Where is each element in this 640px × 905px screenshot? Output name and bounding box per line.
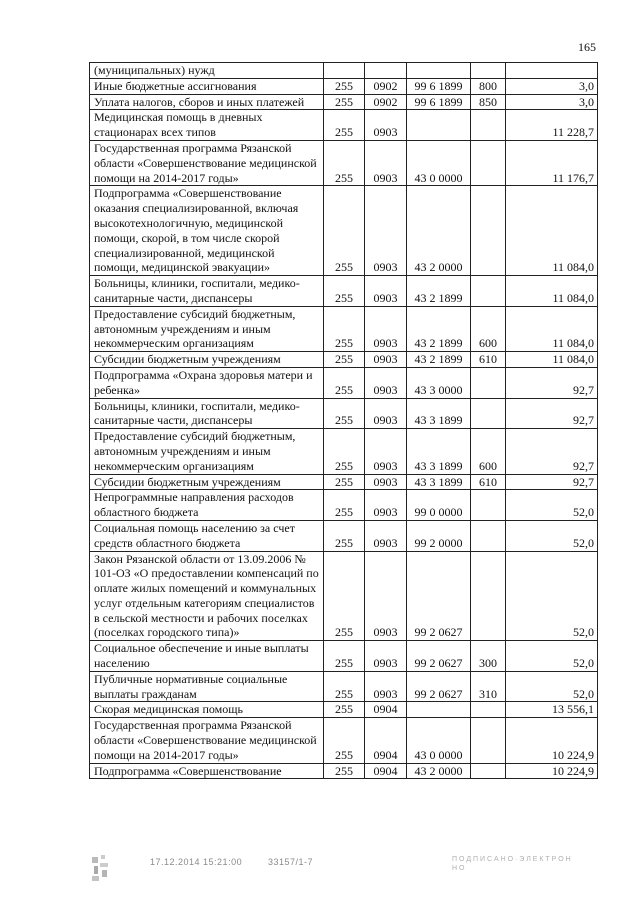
amount-cell: 3,0 (506, 94, 598, 110)
ministry-code-cell: 255 (324, 702, 365, 718)
ministry-code-cell (324, 63, 365, 79)
target-article-code-cell: 43 2 1899 (407, 352, 471, 368)
amount-cell: 52,0 (506, 520, 598, 551)
amount-cell: 3,0 (506, 78, 598, 94)
table-row (90, 763, 598, 779)
amount-cell (506, 63, 598, 79)
expense-type-code-cell (471, 520, 506, 551)
item-name-cell: Закон Рязанской области от 13.09.2006 № 101-ОЗ «О предоставлении компенсаций по оплате жилых помещений и коммунальных услуг отдельным категориям специалистов в сельской местности и рабочих поселках (поселках городского типа)» (90, 551, 324, 641)
section-code-cell: 0904 (365, 702, 407, 718)
table-row (90, 671, 598, 702)
target-article-code-cell: 99 2 0627 (407, 671, 471, 702)
ministry-code-cell: 255 (324, 490, 365, 521)
table-row (90, 352, 598, 368)
section-code-cell: 0903 (365, 474, 407, 490)
footer-timestamp: 17.12.2014 15:21:00 (150, 857, 243, 867)
target-article-code-cell: 99 6 1899 (407, 78, 471, 94)
section-code-cell: 0903 (365, 520, 407, 551)
table-row (90, 490, 598, 521)
table-row (90, 306, 598, 351)
section-code-cell: 0903 (365, 352, 407, 368)
section-code-cell: 0902 (365, 94, 407, 110)
amount-cell: 52,0 (506, 641, 598, 672)
ministry-code-cell: 255 (324, 186, 365, 276)
target-article-code-cell (407, 63, 471, 79)
amount-cell: 11 084,0 (506, 186, 598, 276)
table-row (90, 140, 598, 185)
ministry-code-cell: 255 (324, 398, 365, 429)
target-article-code-cell (407, 702, 471, 718)
expense-type-code-cell: 300 (471, 641, 506, 672)
item-name-cell: Публичные нормативные социальные выплаты гражданам (90, 671, 324, 702)
amount-cell: 92,7 (506, 429, 598, 474)
item-name-cell: Подпрограмма «Совершенствование оказания специализированной, включая высокотехнологичную, медицинской помощи, скорой, в том числе скорой специализированной, медицинской помощи, медицинской эвакуации» (90, 186, 324, 276)
item-name-cell: Государственная программа Рязанской области «Совершенствование медицинской помощи на 2014-2017 годы» (90, 718, 324, 763)
ministry-code-cell: 255 (324, 718, 365, 763)
footer-doc-code: 33157/1-7 (268, 857, 314, 867)
item-name-cell: Больницы, клиники, госпитали, медико-санитарные части, диспансеры (90, 276, 324, 307)
table-row (90, 718, 598, 763)
amount-cell: 92,7 (506, 398, 598, 429)
budget-table (89, 62, 598, 779)
document-footer (90, 851, 590, 891)
ministry-code-cell: 255 (324, 78, 365, 94)
amount-cell: 11 084,0 (506, 306, 598, 351)
section-code-cell: 0903 (365, 367, 407, 398)
expense-type-code-cell (471, 63, 506, 79)
item-name-cell: Государственная программа Рязанской области «Совершенствование медицинской помощи на 2014-2017 годы» (90, 140, 324, 185)
amount-cell: 13 556,1 (506, 702, 598, 718)
section-code-cell: 0904 (365, 763, 407, 779)
expense-type-code-cell: 310 (471, 671, 506, 702)
amount-cell: 11 084,0 (506, 352, 598, 368)
section-code-cell: 0904 (365, 718, 407, 763)
amount-cell: 92,7 (506, 367, 598, 398)
page-number: 165 (578, 40, 596, 54)
ministry-code-cell: 255 (324, 94, 365, 110)
table-row (90, 186, 598, 276)
item-name-cell: Субсидии бюджетным учреждениям (90, 474, 324, 490)
ministry-code-cell: 255 (324, 306, 365, 351)
section-code-cell (365, 63, 407, 79)
table-row (90, 641, 598, 672)
ministry-code-cell: 255 (324, 140, 365, 185)
item-name-cell: Непрограммные направления расходов областного бюджета (90, 490, 324, 521)
section-code-cell: 0902 (365, 78, 407, 94)
expense-type-code-cell (471, 718, 506, 763)
table-row (90, 520, 598, 551)
item-name-cell: Предоставление субсидий бюджетным, автономным учреждениям и иным некоммерческим организациям (90, 306, 324, 351)
amount-cell: 11 228,7 (506, 110, 598, 141)
ministry-code-cell: 255 (324, 671, 365, 702)
section-code-cell: 0903 (365, 110, 407, 141)
item-name-cell: Социальное обеспечение и иные выплаты населению (90, 641, 324, 672)
expense-type-code-cell (471, 702, 506, 718)
target-article-code-cell: 99 2 0627 (407, 641, 471, 672)
target-article-code-cell: 43 0 0000 (407, 140, 471, 185)
section-code-cell: 0903 (365, 398, 407, 429)
expense-type-code-cell: 600 (471, 429, 506, 474)
amount-cell: 11 176,7 (506, 140, 598, 185)
expense-type-code-cell (471, 763, 506, 779)
footer-signature-stamp: П О Д П И С А Н О · Э Л Е К Т Р О Н Н О (452, 856, 571, 872)
target-article-code-cell: 43 2 1899 (407, 306, 471, 351)
target-article-code-cell: 43 2 1899 (407, 276, 471, 307)
expense-type-code-cell: 850 (471, 94, 506, 110)
ministry-code-cell: 255 (324, 763, 365, 779)
expense-type-code-cell (471, 551, 506, 641)
section-code-cell: 0903 (365, 276, 407, 307)
ministry-code-cell: 255 (324, 110, 365, 141)
target-article-code-cell: 43 3 1899 (407, 398, 471, 429)
ministry-code-cell: 255 (324, 429, 365, 474)
target-article-code-cell: 43 2 0000 (407, 186, 471, 276)
target-article-code-cell: 99 2 0000 (407, 520, 471, 551)
table-row (90, 63, 598, 79)
section-code-cell: 0903 (365, 140, 407, 185)
expense-type-code-cell (471, 276, 506, 307)
item-name-cell: Субсидии бюджетным учреждениям (90, 352, 324, 368)
amount-cell: 52,0 (506, 490, 598, 521)
item-name-cell: Социальная помощь населению за счет средств областного бюджета (90, 520, 324, 551)
expense-type-code-cell (471, 367, 506, 398)
section-code-cell: 0903 (365, 429, 407, 474)
expense-type-code-cell: 800 (471, 78, 506, 94)
amount-cell: 52,0 (506, 671, 598, 702)
table-row (90, 110, 598, 141)
table-row (90, 429, 598, 474)
table-row (90, 276, 598, 307)
item-name-cell: Предоставление субсидий бюджетным, автономным учреждениям и иным некоммерческим организациям (90, 429, 324, 474)
table-row (90, 474, 598, 490)
item-name-cell: Подпрограмма «Совершенствование (90, 763, 324, 779)
ministry-code-cell: 255 (324, 367, 365, 398)
target-article-code-cell: 99 0 0000 (407, 490, 471, 521)
target-article-code-cell: 43 0 0000 (407, 718, 471, 763)
item-name-cell: Иные бюджетные ассигнования (90, 78, 324, 94)
amount-cell: 52,0 (506, 551, 598, 641)
section-code-cell: 0903 (365, 186, 407, 276)
item-name-cell: Подпрограмма «Охрана здоровья матери и ребенка» (90, 367, 324, 398)
target-article-code-cell (407, 110, 471, 141)
table-row (90, 702, 598, 718)
section-code-cell: 0903 (365, 490, 407, 521)
ministry-code-cell: 255 (324, 276, 365, 307)
table-row (90, 78, 598, 94)
amount-cell: 92,7 (506, 474, 598, 490)
target-article-code-cell: 43 2 0000 (407, 763, 471, 779)
amount-cell: 10 224,9 (506, 763, 598, 779)
amount-cell: 11 084,0 (506, 276, 598, 307)
ministry-code-cell: 255 (324, 520, 365, 551)
table-row (90, 94, 598, 110)
ministry-code-cell: 255 (324, 474, 365, 490)
section-code-cell: 0903 (365, 306, 407, 351)
expense-type-code-cell (471, 110, 506, 141)
ministry-code-cell: 255 (324, 641, 365, 672)
section-code-cell: 0903 (365, 671, 407, 702)
section-code-cell: 0903 (365, 641, 407, 672)
amount-cell: 10 224,9 (506, 718, 598, 763)
item-name-cell: Больницы, клиники, госпитали, медико-санитарные части, диспансеры (90, 398, 324, 429)
ministry-code-cell: 255 (324, 551, 365, 641)
qr-stamp-icon (90, 853, 112, 883)
table-row (90, 551, 598, 641)
target-article-code-cell: 99 6 1899 (407, 94, 471, 110)
expense-type-code-cell: 610 (471, 352, 506, 368)
target-article-code-cell: 43 3 0000 (407, 367, 471, 398)
expense-type-code-cell: 600 (471, 306, 506, 351)
table-row (90, 367, 598, 398)
expense-type-code-cell (471, 398, 506, 429)
target-article-code-cell: 43 3 1899 (407, 429, 471, 474)
target-article-code-cell: 43 3 1899 (407, 474, 471, 490)
expense-type-code-cell (471, 140, 506, 185)
item-name-cell: Медицинская помощь в дневных стационарах всех типов (90, 110, 324, 141)
item-name-cell: (муниципальных) нужд (90, 63, 324, 79)
expense-type-code-cell (471, 186, 506, 276)
ministry-code-cell: 255 (324, 352, 365, 368)
expense-type-code-cell: 610 (471, 474, 506, 490)
item-name-cell: Скорая медицинская помощь (90, 702, 324, 718)
expense-type-code-cell (471, 490, 506, 521)
item-name-cell: Уплата налогов, сборов и иных платежей (90, 94, 324, 110)
table-row (90, 398, 598, 429)
target-article-code-cell: 99 2 0627 (407, 551, 471, 641)
section-code-cell: 0903 (365, 551, 407, 641)
